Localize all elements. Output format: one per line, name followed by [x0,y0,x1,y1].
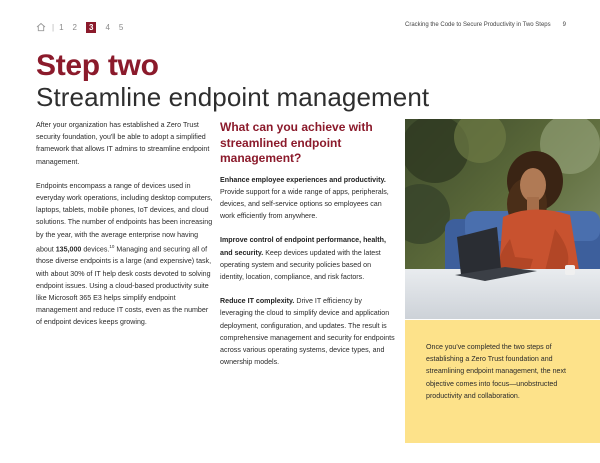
benefit-item [220,295,395,368]
page-link-3-active[interactable]: 3 [86,22,96,33]
intro-paragraph: After your organization has established a Zero Trust security foundation, you'll be able to adopt a simplified framework that allows IT admins to streamline endpoint management. [36,121,210,166]
device-count: 135,000 [55,245,82,254]
endpoints-text-mid: devices. [81,245,110,254]
section-heading: What can you achieve with streamlined endpoint management? [220,120,373,165]
footnote-ref[interactable]: 10 [109,243,115,249]
nav-divider: | [52,22,55,32]
endpoints-text-start: Endpoints encompass a range of devices used in everyday work operations, including desktop computers, laptops, tablets, mobile phones, IoT devices, and cloud solutions. The number of endpoints has been increasing by the year, with the average enterprise now having about [36,181,213,254]
page-link-5[interactable]: 5 [118,22,124,32]
benefit-title: Reduce IT complexity. [220,297,295,306]
benefit-title: Improve control of endpoint performance, health, and security. [220,236,386,257]
endpoints-paragraph [36,180,216,329]
benefit-text: Keep devices updated with the latest operating system and security policies based on identity, location, compliance, and risk factors. [220,248,381,281]
page-link-4[interactable]: 4 [105,22,110,32]
page-number: 9 [562,22,566,28]
page-link-2[interactable]: 2 [72,22,77,32]
photo-illustration [405,119,600,319]
endpoints-text-end: Managing and securing all of those diverse endpoints is a large (and expensive) task, with about 30% of IT help desk costs devoted to solving endpoint issues. Using a cloud-based productivity suite like Microsoft 365 E3 helps simplify endpoint management and reduce IT costs, even as the number of endpoint devices keeps growing. [36,245,212,327]
benefit-item [220,174,395,223]
middle-column [220,120,395,380]
benefit-text: Provide support for a wide range of apps, peripherals, devices, and self-service options so employees can work efficiently from anywhere. [220,187,389,221]
document-title: Cracking the Code to Secure Productivity in Two Steps [405,22,551,28]
callout-text: Once you've completed the two steps of establishing a Zero Trust foundation and streamlining endpoint management, the next objective comes into focus—unobstructed productivity and collaboration. [426,343,566,400]
left-column [36,119,216,341]
page-title: Step two [36,49,159,82]
home-icon[interactable] [36,22,46,32]
benefit-text: Drive IT efficiency by leveraging the cloud to simplify device and application deployment, configuration, and updates. The result is comprehensive management and security for endpoints across various operating systems, device types, and ownership models. [220,297,395,367]
page-navigation [36,20,132,34]
benefit-item [220,234,395,283]
woman-working-on-laptop-photo [405,119,600,319]
page-link-1[interactable]: 1 [59,22,64,32]
benefit-title: Enhance employee experiences and productivity. [220,175,386,184]
running-header [405,22,566,28]
page-subtitle: Streamline endpoint management [36,82,430,112]
next-step-callout [405,320,600,443]
